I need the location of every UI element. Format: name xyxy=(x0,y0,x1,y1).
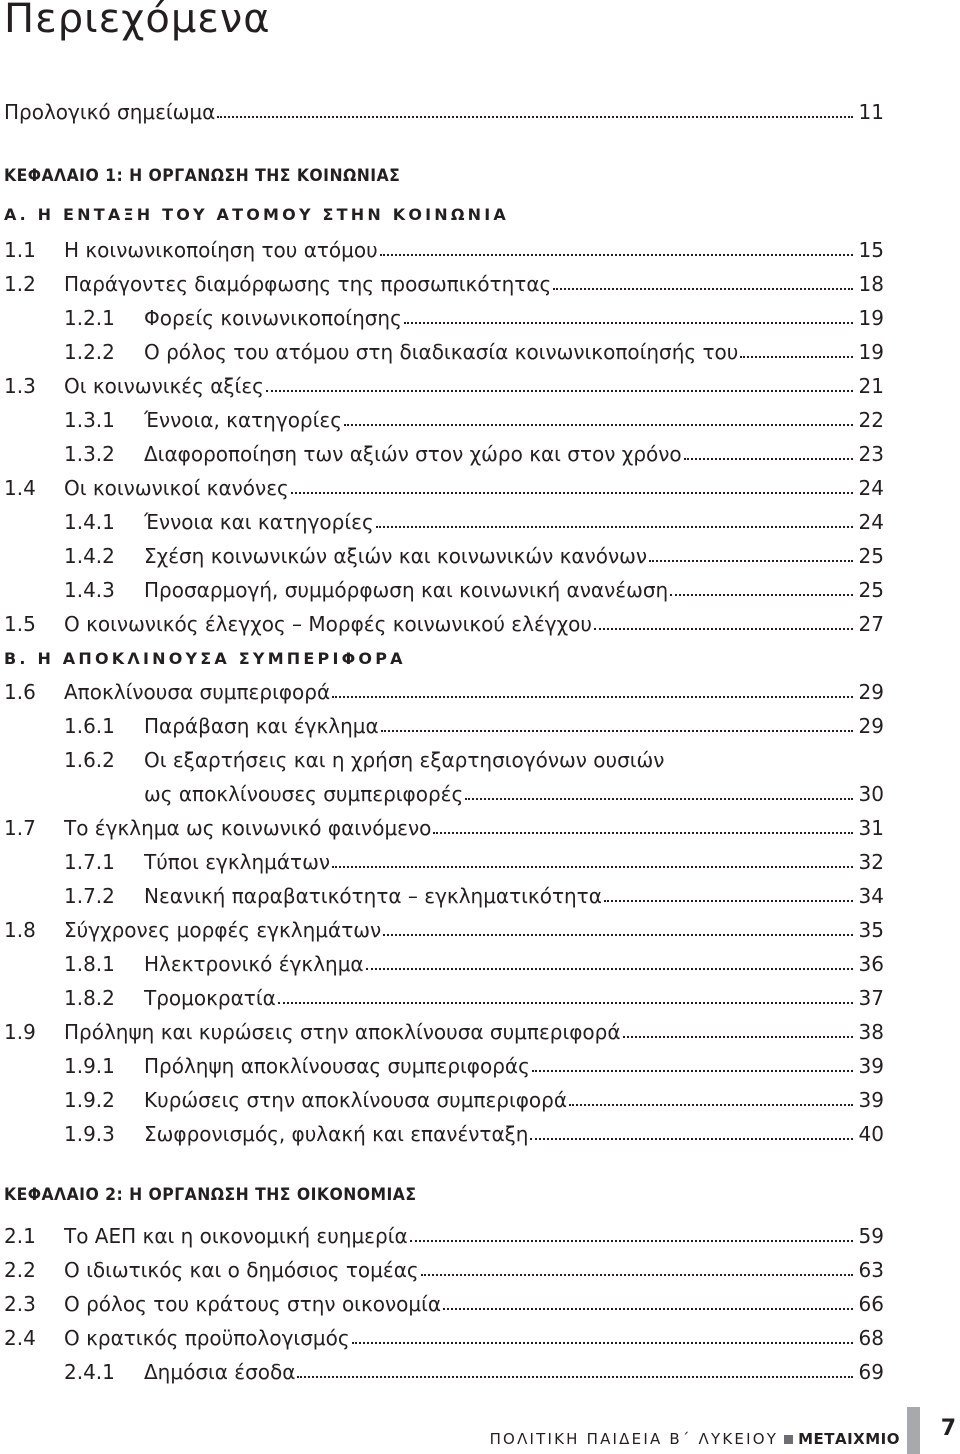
toc-entry-page: 15 xyxy=(858,238,884,262)
toc-entry-number: 1.4 xyxy=(4,476,36,500)
toc-entry-title: Σχέση κοινωνικών αξιών και κοινωνικών κανόνων xyxy=(144,544,648,568)
dot-leader xyxy=(649,560,852,562)
toc-entry xyxy=(0,779,884,809)
toc-entry xyxy=(0,1017,884,1047)
toc-entry-title: Σωφρονισμός, φυλακή και επανένταξη xyxy=(144,1122,529,1146)
toc-entry-title: Νεανική παραβατικότητα – εγκληματικότητα xyxy=(144,884,602,908)
toc-entry xyxy=(0,847,884,877)
dot-leader xyxy=(404,322,853,324)
toc-entry-page: 35 xyxy=(858,918,884,942)
toc-entry-page: 31 xyxy=(858,816,884,840)
dot-leader xyxy=(569,1104,853,1106)
toc-entry xyxy=(0,711,884,741)
section-a-heading: Α. Η ΕΝΤΑΞΗ ΤΟΥ ΑΤΟΜΟΥ ΣΤΗΝ ΚΟΙΝΩΝΙΑ xyxy=(4,205,509,224)
toc-entry-page: 24 xyxy=(858,510,884,534)
toc-entry-title: Ηλεκτρονικό έγκλημα xyxy=(144,952,364,976)
dot-leader xyxy=(623,1036,853,1038)
toc-entry-number: 1.4.3 xyxy=(64,578,115,602)
toc-entry-number: 1.7.1 xyxy=(64,850,115,874)
toc-entry xyxy=(0,235,884,265)
page-footer xyxy=(490,1430,900,1448)
toc-entry-title: Οι εξαρτήσεις και η χρήση εξαρτησιογόνων ουσιών xyxy=(144,748,665,772)
dot-leader xyxy=(291,492,853,494)
toc-entry-title: Παράβαση και έγκλημα xyxy=(144,714,379,738)
toc-entry xyxy=(0,915,884,945)
dot-leader xyxy=(410,1240,853,1242)
toc-entry-title: Ο ρόλος του κράτους στην οικονομία xyxy=(64,1292,442,1316)
toc-entry xyxy=(0,1357,884,1387)
toc-entry-number: 1.4.1 xyxy=(64,510,115,534)
toc-entry-title: Ο κοινωνικός έλεγχος – Μορφές κοινωνικού ελέγχου xyxy=(64,612,592,636)
toc-entry xyxy=(0,541,884,571)
toc-entry xyxy=(0,337,884,367)
dot-leader xyxy=(670,594,852,596)
toc-entry-title: ως αποκλίνουσες συμπεριφορές xyxy=(144,782,464,806)
dot-leader xyxy=(376,526,853,528)
dot-leader xyxy=(553,288,852,290)
toc-entry-title: Προσαρμογή, συμμόρφωση και κοινωνική ανανέωση xyxy=(144,578,669,602)
dot-leader xyxy=(381,730,853,732)
toc-entry-number: 1.1 xyxy=(4,238,36,262)
toc-entry xyxy=(0,983,884,1013)
toc-entry xyxy=(0,1051,884,1081)
dot-leader xyxy=(380,254,853,256)
toc-entry xyxy=(0,575,884,605)
toc-entry-page: 29 xyxy=(858,714,884,738)
toc-entry xyxy=(0,303,884,333)
dot-leader xyxy=(594,628,853,630)
toc-entry-number: 1.3.2 xyxy=(64,442,115,466)
toc-entry-number: 1.9.1 xyxy=(64,1054,115,1078)
toc-entry-number: 1.7.2 xyxy=(64,884,115,908)
toc-entry-page: 39 xyxy=(858,1088,884,1112)
toc-entry-title: Τύποι εγκλημάτων xyxy=(144,850,331,874)
toc-entry-page: 29 xyxy=(858,680,884,704)
toc-entry xyxy=(0,1323,884,1353)
toc-entry-number: 1.2.2 xyxy=(64,340,115,364)
toc-entry-title: Το έγκλημα ως κοινωνικό φαινόμενο xyxy=(64,816,432,840)
dot-leader xyxy=(352,1342,853,1344)
dot-leader xyxy=(532,1070,853,1072)
dot-leader xyxy=(383,934,852,936)
toc-entry-title: Δημόσια έσοδα xyxy=(144,1360,296,1384)
toc-entry-page: 19 xyxy=(858,340,884,364)
toc-entry-number: 1.3 xyxy=(4,374,36,398)
toc-entry-page: 24 xyxy=(858,476,884,500)
toc-entry-number: 1.6.1 xyxy=(64,714,115,738)
toc-entry-page: 39 xyxy=(858,1054,884,1078)
toc-entry-page: 68 xyxy=(858,1326,884,1350)
dot-leader xyxy=(332,866,853,868)
toc-entry-page: 69 xyxy=(858,1360,884,1384)
toc-entry-number: 2.1 xyxy=(4,1224,36,1248)
toc-entry-number: 2.2 xyxy=(4,1258,36,1282)
page-title: Περιεχόμενα xyxy=(4,0,271,42)
toc-entry-title: Πρόληψη αποκλίνουσας συμπεριφοράς xyxy=(144,1054,530,1078)
toc-entry-page: 34 xyxy=(858,884,884,908)
dot-leader xyxy=(421,1274,853,1276)
toc-entry xyxy=(0,371,884,401)
toc-entry xyxy=(0,813,884,843)
dot-leader xyxy=(217,116,852,118)
toc-entry-page: 19 xyxy=(858,306,884,330)
toc-entry-number: 1.7 xyxy=(4,816,36,840)
toc-entry xyxy=(0,1289,884,1319)
toc-entry-title: Φορείς κοινωνικοποίησης xyxy=(144,306,402,330)
toc-entry-page: 21 xyxy=(858,374,884,398)
toc-entry xyxy=(0,269,884,299)
toc-entry-number: 1.8.2 xyxy=(64,986,115,1010)
toc-entry xyxy=(0,97,884,127)
dot-leader xyxy=(530,1138,852,1140)
toc-entry-page: 66 xyxy=(858,1292,884,1316)
toc-entry-page: 32 xyxy=(858,850,884,874)
toc-entry-page: 30 xyxy=(858,782,884,806)
toc-entry-page: 37 xyxy=(858,986,884,1010)
dot-leader xyxy=(604,900,853,902)
toc-entry-title: Η κοινωνικοποίηση του ατόμου xyxy=(64,238,378,262)
toc-entry xyxy=(0,745,884,775)
dot-leader xyxy=(465,798,852,800)
book-title: ΠΟΛΙΤΙΚΗ ΠΑΙΔΕΙΑ Β΄ ΛΥΚΕΙΟΥ xyxy=(489,1430,779,1448)
toc-entry-title: Το ΑΕΠ και η οικονομική ευημερία xyxy=(64,1224,408,1248)
toc-entry-title: Οι κοινωνικές αξίες xyxy=(64,374,264,398)
toc-entry-title: Τρομοκρατία xyxy=(144,986,276,1010)
toc-entry-number: 1.6 xyxy=(4,680,36,704)
toc-entry-title: Πρόληψη και κυρώσεις στην αποκλίνουσα συμπεριφορά xyxy=(64,1020,621,1044)
toc-entry-page: 40 xyxy=(858,1122,884,1146)
toc-entry-number: 1.9 xyxy=(4,1020,36,1044)
chapter-2-heading: ΚΕΦΑΛΑΙΟ 2: Η ΟΡΓΑΝΩΣΗ ΤΗΣ ΟΙΚΟΝΟΜΙΑΣ xyxy=(4,1185,417,1205)
toc-entry xyxy=(0,609,884,639)
dot-leader xyxy=(297,1376,852,1378)
chapter-1-heading: ΚΕΦΑΛΑΙΟ 1: Η ΟΡΓΑΝΩΣΗ ΤΗΣ ΚΟΙΝΩΝΙΑΣ xyxy=(4,166,401,186)
toc-entry xyxy=(0,1221,884,1251)
toc-entry-page: 27 xyxy=(858,612,884,636)
toc-entry-title: Σύγχρονες μορφές εγκλημάτων xyxy=(64,918,382,942)
dot-leader xyxy=(366,968,853,970)
dot-leader xyxy=(278,1002,853,1004)
toc-entry-page: 18 xyxy=(858,272,884,296)
toc-entry xyxy=(0,439,884,469)
toc-entry xyxy=(0,507,884,537)
toc-entry-page: 11 xyxy=(858,100,884,124)
toc-entry-title: Οι κοινωνικοί κανόνες xyxy=(64,476,289,500)
toc-entry xyxy=(0,1085,884,1115)
dot-leader xyxy=(433,832,852,834)
dot-leader xyxy=(344,424,853,426)
toc-entry xyxy=(0,1255,884,1285)
toc-entry-title: Προλογικό σημείωμα xyxy=(4,100,216,124)
toc-entry-number: 1.8 xyxy=(4,918,36,942)
dot-leader xyxy=(443,1308,852,1310)
toc-entry-page: 36 xyxy=(858,952,884,976)
toc-entry-page: 22 xyxy=(858,408,884,432)
toc-entry-number: 1.6.2 xyxy=(64,748,115,772)
toc-entry xyxy=(0,881,884,911)
section-b-heading: Β. Η ΑΠΟΚΛΙΝΟΥΣΑ ΣΥΜΠΕΡΙΦΟΡΑ xyxy=(4,649,406,668)
page-marker-bar xyxy=(907,1407,920,1454)
toc-entry-title: Διαφοροποίηση των αξιών στον χώρο και στον χρόνο xyxy=(144,442,682,466)
toc-entry-number: 1.9.3 xyxy=(64,1122,115,1146)
toc-entry-number: 2.3 xyxy=(4,1292,36,1316)
toc-entry-page: 38 xyxy=(858,1020,884,1044)
toc-entry-title: Έννοια, κατηγορίες xyxy=(144,408,342,432)
page-number: 7 xyxy=(940,1416,956,1441)
toc-entry-number: 1.5 xyxy=(4,612,36,636)
toc-entry xyxy=(0,949,884,979)
toc-entry-number: 1.9.2 xyxy=(64,1088,115,1112)
toc-entry-number: 2.4.1 xyxy=(64,1360,115,1384)
toc-entry-page: 59 xyxy=(858,1224,884,1248)
toc-entry-number: 1.2.1 xyxy=(64,306,115,330)
toc-entry-number: 2.4 xyxy=(4,1326,36,1350)
toc-entry-title: Παράγοντες διαμόρφωσης της προσωπικότητας xyxy=(64,272,552,296)
toc-entry xyxy=(0,677,884,707)
dot-leader xyxy=(684,458,853,460)
toc-entry-number: 1.4.2 xyxy=(64,544,115,568)
toc-entry xyxy=(0,473,884,503)
toc-entry-page: 23 xyxy=(858,442,884,466)
toc-entry xyxy=(0,1119,884,1149)
dot-leader xyxy=(740,356,852,358)
toc-entry-number: 1.8.1 xyxy=(64,952,115,976)
toc-entry-title: Ο ρόλος του ατόμου στη διαδικασία κοινωνικοποίησής του xyxy=(144,340,739,364)
toc-entry-title: Κυρώσεις στην αποκλίνουσα συμπεριφορά xyxy=(144,1088,568,1112)
toc-entry-title: Ο ιδιωτικός και ο δημόσιος τομέας xyxy=(64,1258,419,1282)
dot-leader xyxy=(332,696,852,698)
toc-entry-page: 63 xyxy=(858,1258,884,1282)
toc-entry xyxy=(0,405,884,435)
toc-entry-title: Έννοια και κατηγορίες xyxy=(144,510,374,534)
toc-entry-page: 25 xyxy=(858,578,884,602)
publisher-name: ΜΕΤΑΙΧΜΙΟ xyxy=(798,1430,900,1448)
dot-leader xyxy=(266,390,853,392)
toc-entry-number: 1.2 xyxy=(4,272,36,296)
toc-entry-number: 1.3.1 xyxy=(64,408,115,432)
square-icon xyxy=(784,1435,793,1444)
toc-entry-title: Ο κρατικός προϋπολογισμός xyxy=(64,1326,350,1350)
toc-entry-page: 25 xyxy=(858,544,884,568)
toc-entry-title: Αποκλίνουσα συμπεριφορά xyxy=(64,680,331,704)
